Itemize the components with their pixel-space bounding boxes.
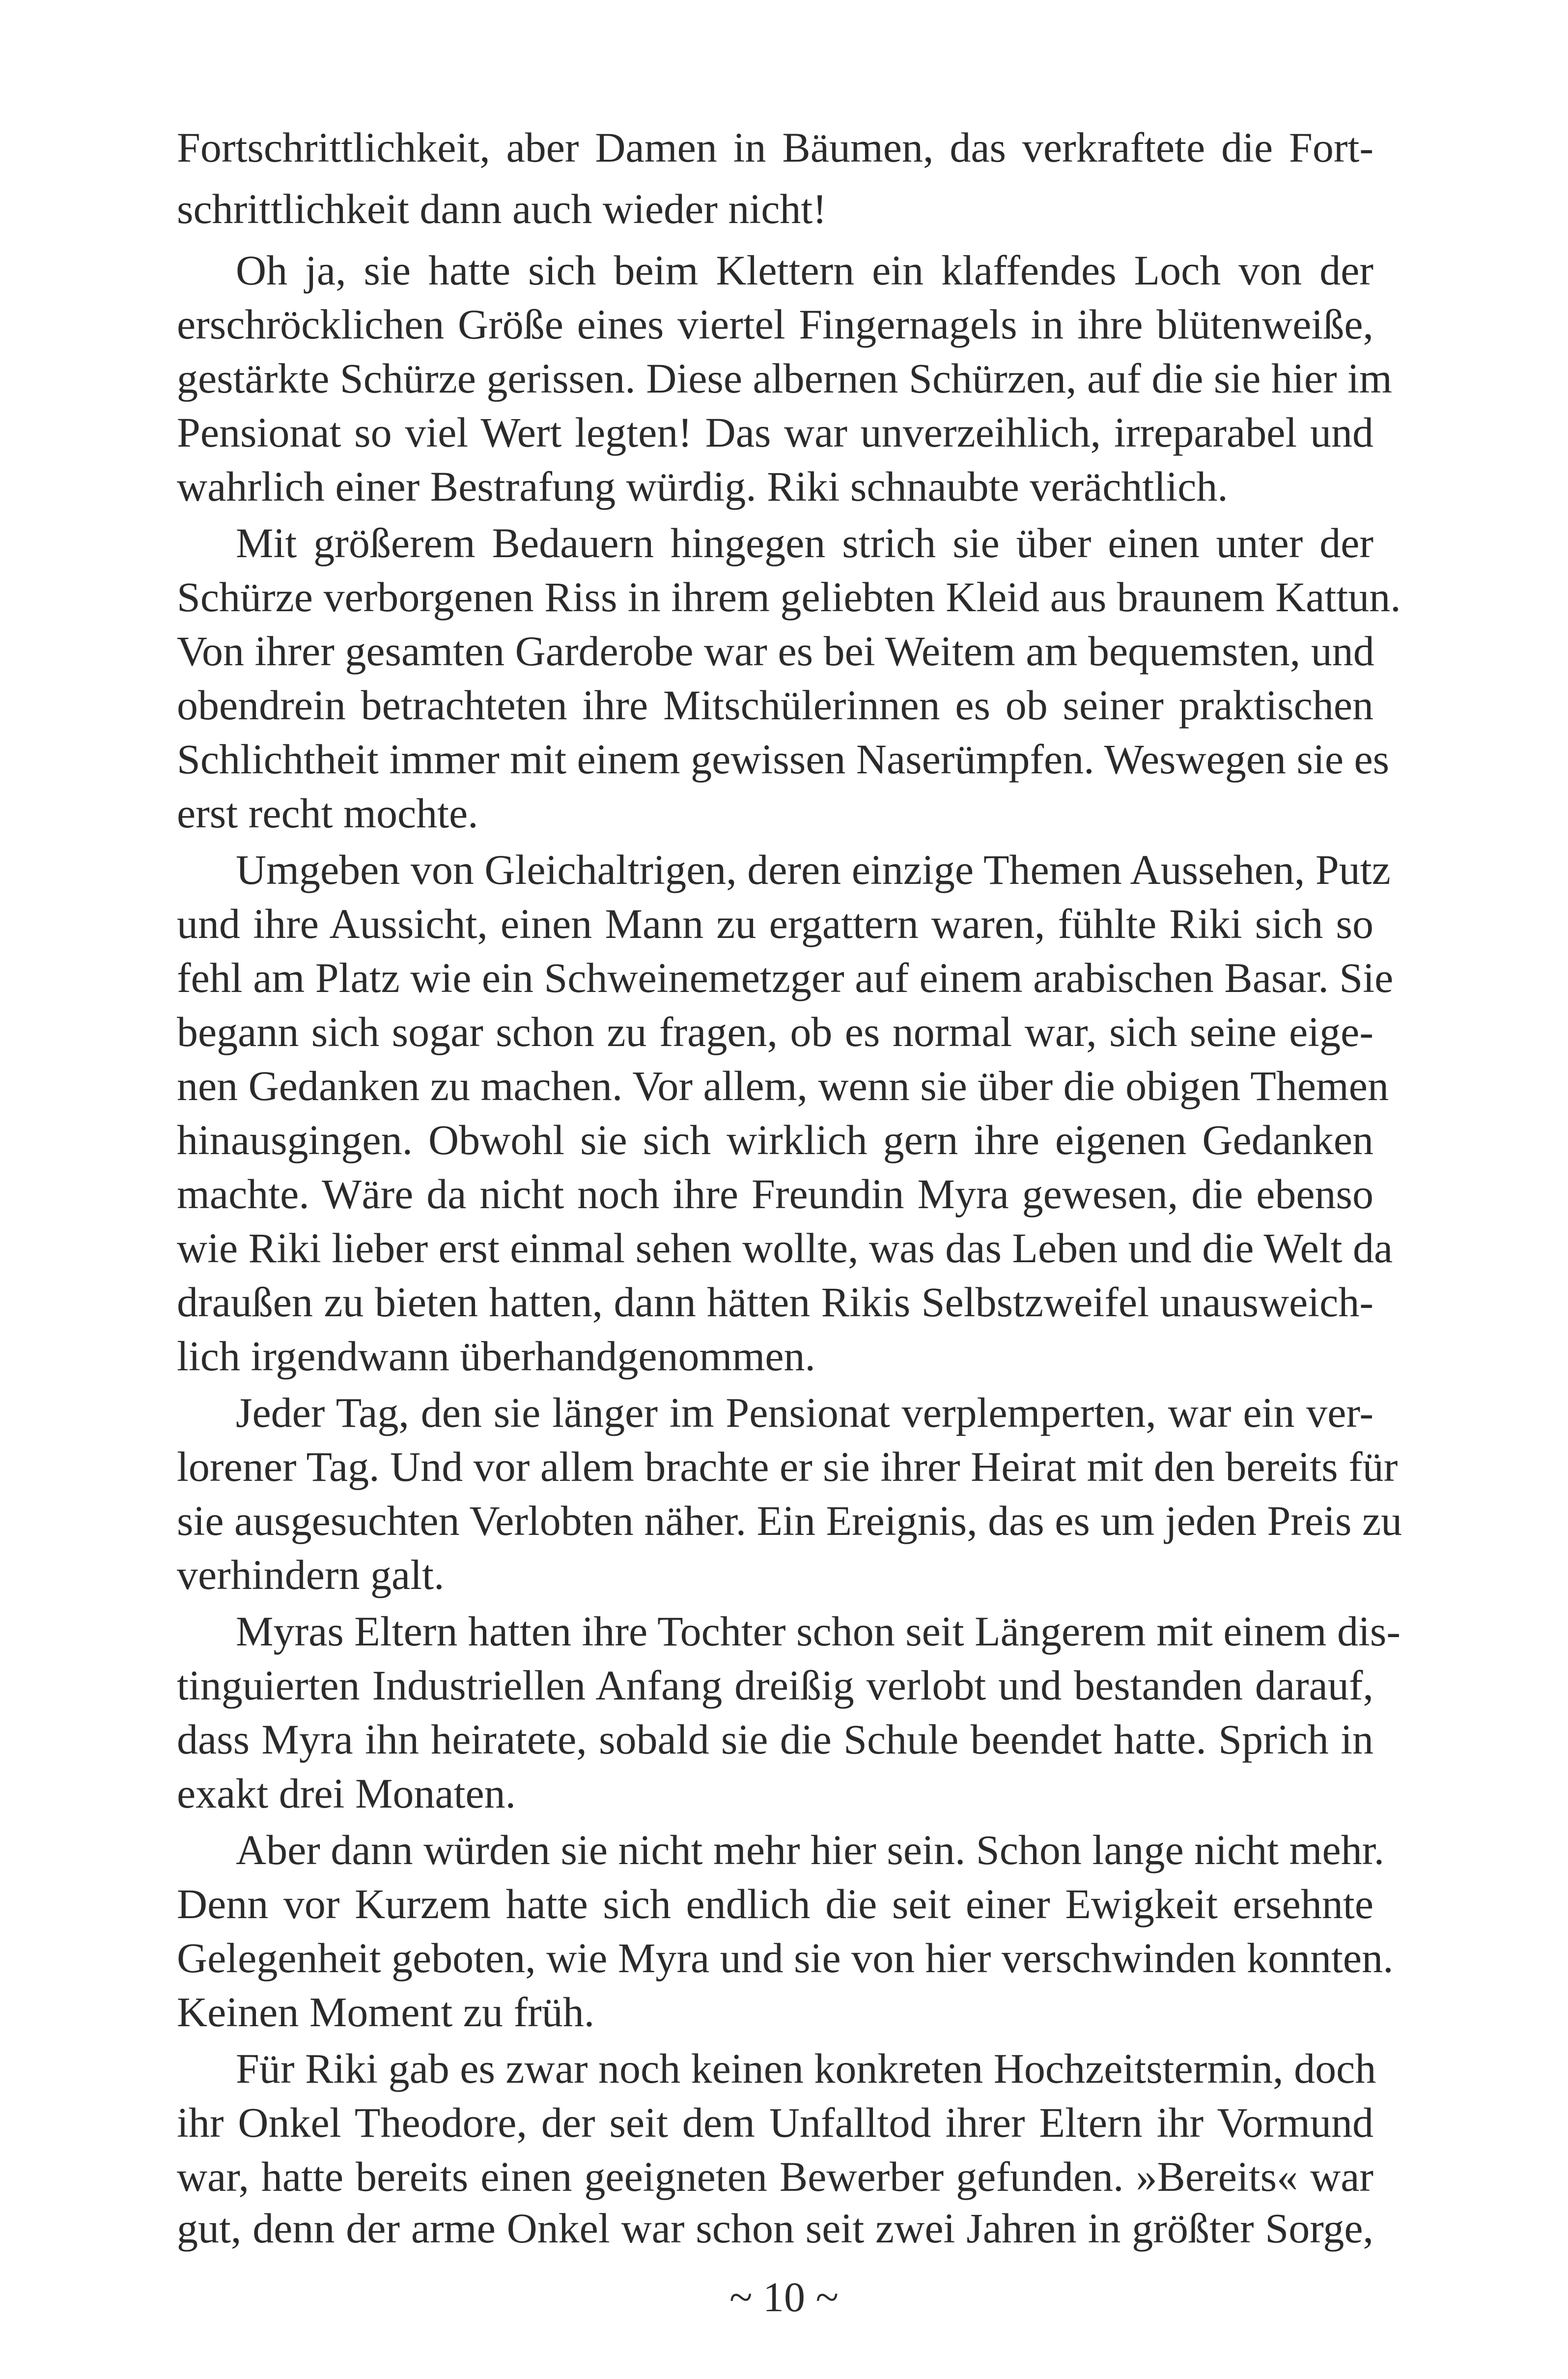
text-line: Keinen Moment zu früh. bbox=[177, 1988, 595, 2036]
text-line: Fortschrittlichkeit, aber Damen in Bäumen, das verkraftete die Fort- bbox=[177, 124, 1373, 171]
text-line: gestärkte Schürze gerissen. Diese albernen Schürzen, auf die sie hier im bbox=[177, 355, 1392, 402]
text-line: exakt drei Monaten. bbox=[177, 1770, 516, 1817]
text-line: erschröcklichen Größe eines viertel Fingernagels in ihre blütenweiße, bbox=[177, 301, 1373, 348]
text-line: Umgeben von Gleichaltrigen, deren einzige Themen Aussehen, Putz bbox=[236, 846, 1391, 893]
text-line: und ihre Aussicht, einen Mann zu ergattern waren, fühlte Riki sich so bbox=[177, 900, 1373, 947]
text-line: schrittlichkeit dann auch wieder nicht! bbox=[177, 185, 827, 232]
text-line: Pensionat so viel Wert legten! Das war unverzeihlich, irreparabel und bbox=[177, 409, 1373, 456]
text-line: Aber dann würden sie nicht mehr hier sein. Schon lange nicht mehr. bbox=[236, 1826, 1385, 1873]
text-line: Gelegenheit geboten, wie Myra und sie von hier verschwinden konnten. bbox=[177, 1934, 1394, 1982]
text-line: Schürze verborgenen Riss in ihrem geliebten Kleid aus braunem Kattun. bbox=[177, 573, 1401, 621]
text-line: Oh ja, sie hatte sich beim Klettern ein klaffendes Loch von der bbox=[236, 247, 1373, 294]
text-line: obendrein betrachteten ihre Mitschülerinnen es ob seiner praktischen bbox=[177, 681, 1373, 729]
text-line: fehl am Platz wie ein Schweinemetzger auf einem arabischen Basar. Sie bbox=[177, 954, 1394, 1001]
text-line: lorener Tag. Und vor allem brachte er sie ihrer Heirat mit den bereits für bbox=[177, 1443, 1398, 1490]
text-line: begann sich sogar schon zu fragen, ob es normal war, sich seine eige- bbox=[177, 1008, 1373, 1055]
text-line: draußen zu bieten hatten, dann hätten Rikis Selbstzweifel unausweich- bbox=[177, 1278, 1373, 1326]
text-line: Jeder Tag, den sie länger im Pensionat verplemperten, war ein ver- bbox=[236, 1389, 1373, 1436]
text-line: Für Riki gab es zwar noch keinen konkreten Hochzeitstermin, doch bbox=[236, 2045, 1376, 2092]
text-line: nen Gedanken zu machen. Vor allem, wenn sie über die obigen Themen bbox=[177, 1062, 1389, 1109]
text-line: hinausgingen. Obwohl sie sich wirklich gern ihre eigenen Gedanken bbox=[177, 1116, 1373, 1163]
text-line: ihr Onkel Theodore, der seit dem Unfalltod ihrer Eltern ihr Vormund bbox=[177, 2099, 1373, 2146]
text-line: Myras Eltern hatten ihre Tochter schon seit Längerem mit einem dis- bbox=[236, 1608, 1401, 1655]
text-line: Mit größerem Bedauern hingegen strich sie über einen unter der bbox=[236, 519, 1373, 566]
text-line: sie ausgesuchten Verlobten näher. Ein Ereignis, das es um jeden Preis zu bbox=[177, 1497, 1402, 1544]
text-line: lich irgendwann überhandgenommen. bbox=[177, 1332, 815, 1380]
text-line: dass Myra ihn heiratete, sobald sie die Schule beendet hatte. Sprich in bbox=[177, 1716, 1373, 1763]
text-line: erst recht mochte. bbox=[177, 790, 478, 837]
text-line: Schlichtheit immer mit einem gewissen Naserümpfen. Weswegen sie es bbox=[177, 736, 1390, 783]
page-number: ~ 10 ~ bbox=[729, 2273, 839, 2321]
text-line: wie Riki lieber erst einmal sehen wollte, was das Leben und die Welt da bbox=[177, 1224, 1393, 1272]
text-line: gut, denn der arme Onkel war schon seit zwei Jahren in größter Sorge, bbox=[177, 2205, 1373, 2252]
text-line: Von ihrer gesamten Garderobe war es bei Weitem am bequemsten, und bbox=[177, 627, 1374, 675]
text-line: tinguierten Industriellen Anfang dreißig verlobt und bestanden darauf, bbox=[177, 1662, 1373, 1709]
text-line: verhindern galt. bbox=[177, 1551, 445, 1598]
text-line: wahrlich einer Bestrafung würdig. Riki schnaubte verächtlich. bbox=[177, 463, 1228, 510]
text-line: machte. Wäre da nicht noch ihre Freundin Myra gewesen, die ebenso bbox=[177, 1170, 1373, 1218]
text-line: war, hatte bereits einen geeigneten Bewerber gefunden. »Bereits« war bbox=[177, 2153, 1373, 2200]
text-line: Denn vor Kurzem hatte sich endlich die seit einer Ewigkeit ersehnte bbox=[177, 1880, 1373, 1927]
